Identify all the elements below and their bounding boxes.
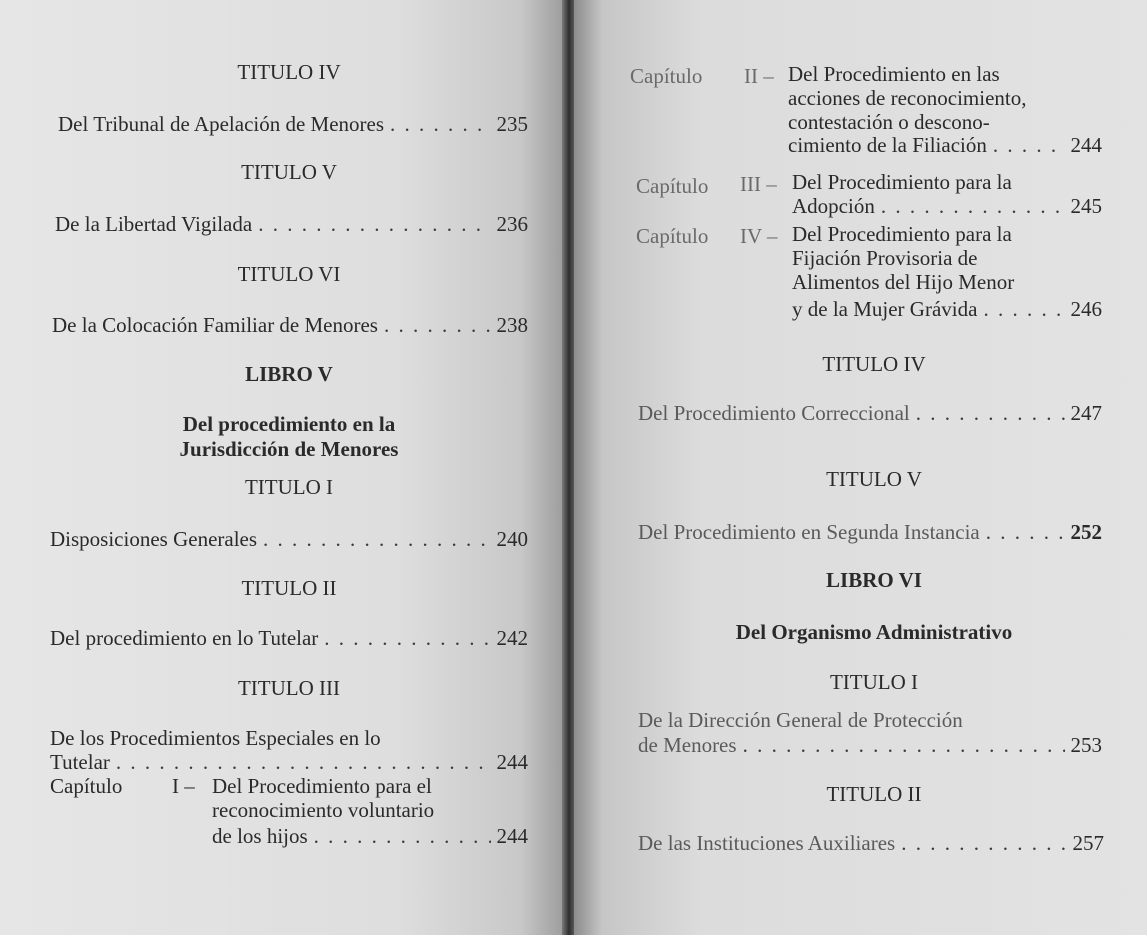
capitulo-ii-line: contestación o descono- [788, 110, 990, 134]
capitulo-ii-line: acciones de reconocimiento, [788, 86, 1027, 110]
page-number: 235 [496, 112, 528, 136]
toc-entry-capitulo-i [212, 824, 528, 849]
entry-text: Tutelar [50, 750, 110, 774]
toc-entry-especiales-line1: De los Procedimientos Especiales en lo [50, 726, 381, 750]
entry-text: de los hijos [212, 824, 308, 848]
page-number: 253 [1070, 733, 1102, 757]
dot-leader [314, 824, 491, 849]
titulo-v-heading: TITULO V [241, 160, 337, 184]
capitulo-iv-title [792, 222, 1014, 294]
dot-leader [916, 401, 1065, 426]
toc-entry-tribunal [58, 112, 528, 137]
toc-entry-direccion-line1: De la Dirección General de Protección [638, 708, 963, 732]
toc-entry-capitulo-ii [788, 133, 1102, 158]
libro-v-heading: LIBRO V [245, 362, 333, 386]
entry-text: y de la Mujer Grávida [792, 297, 978, 321]
capitulo-number: I – [172, 774, 195, 798]
toc-entry-tutelar [50, 626, 528, 651]
dot-leader [116, 750, 491, 775]
titulo-iii-heading: TITULO III [237, 676, 341, 700]
page-number: 244 [496, 750, 528, 774]
capitulo-label: Capítulo [630, 64, 703, 88]
left-page [0, 0, 566, 935]
dot-leader [263, 527, 490, 552]
dot-leader [986, 520, 1065, 545]
titulo-ii-heading: TITULO II [241, 576, 337, 600]
entry-text: Del Tribunal de Apelación de Menores [58, 112, 385, 136]
capitulo-i-line: Del Procedimiento para el [212, 774, 432, 798]
titulo-i-heading: TITULO I [829, 670, 919, 694]
dot-leader [901, 831, 1066, 856]
entry-text: cimiento de la Filiación [788, 133, 987, 157]
toc-entry-disposiciones [50, 527, 528, 552]
entry-text: Del Procedimiento Correccional [638, 401, 910, 425]
dot-leader [881, 194, 1065, 219]
entry-text: Adopción [792, 194, 875, 218]
entry-text: De las Instituciones Auxiliares [638, 831, 896, 855]
entry-text: De la Libertad Vigilada [55, 212, 253, 236]
toc-entry-direccion [638, 733, 1102, 758]
capitulo-iv-line: Del Procedimiento para la [792, 222, 1012, 246]
toc-entry-segunda-instancia [638, 520, 1102, 545]
toc-entry-libertad [55, 212, 528, 237]
titulo-ii-heading: TITULO II [826, 782, 922, 806]
capitulo-ii-title [788, 62, 1026, 134]
toc-entry-especiales [50, 750, 528, 775]
capitulo-iv-line: Alimentos del Hijo Menor [792, 270, 1015, 294]
page-number: 257 [1072, 831, 1104, 855]
capitulo-iii-title [792, 170, 1012, 194]
page-number: 252 [1070, 520, 1102, 544]
capitulo-label: Capítulo [50, 774, 123, 798]
entry-text: De la Colocación Familiar de Menores [52, 313, 378, 337]
right-page [574, 0, 1147, 935]
page-number: 245 [1070, 194, 1102, 218]
capitulo-label: Capítulo [636, 224, 709, 248]
toc-entry-capitulo-iii [792, 194, 1102, 219]
libro-vi-subtitle: Del Organismo Administrativo [735, 620, 1013, 644]
capitulo-iii-line: Del Procedimiento para la [792, 170, 1012, 194]
dot-leader [983, 297, 1064, 322]
page-number: 244 [496, 824, 528, 848]
titulo-iv-heading: TITULO IV [822, 352, 926, 376]
capitulo-iv-line: Fijación Provisoria de [792, 246, 978, 270]
page-number: 236 [496, 212, 528, 236]
capitulo-i-title [212, 774, 434, 822]
capitulo-number: II – [744, 64, 774, 88]
libro-vi-heading: LIBRO VI [826, 568, 922, 592]
page-number: 244 [1070, 133, 1102, 157]
entry-text: Del Procedimiento en Segunda Instancia [638, 520, 980, 544]
entry-text: de Menores [638, 733, 737, 757]
page-number: 240 [496, 527, 528, 551]
titulo-iv-heading: TITULO IV [237, 60, 341, 84]
dot-leader [390, 112, 490, 137]
page-number: 247 [1070, 401, 1102, 425]
entry-text: Del procedimiento en lo Tutelar [50, 626, 319, 650]
capitulo-i-line: reconocimiento voluntario [212, 798, 435, 822]
page-number: 242 [496, 626, 528, 650]
page-number: 238 [496, 313, 528, 337]
toc-entry-correccional [638, 401, 1102, 426]
capitulo-label: Capítulo [636, 174, 709, 198]
titulo-vi-heading: TITULO VI [237, 262, 341, 286]
dot-leader [324, 626, 490, 651]
page-number: 246 [1070, 297, 1102, 321]
libro-v-subtitle-1: Del procedimiento en la [182, 412, 396, 436]
capitulo-ii-line: Del Procedimiento en las [788, 62, 1000, 86]
titulo-i-heading: TITULO I [244, 475, 334, 499]
entry-text: Disposiciones Generales [50, 527, 258, 551]
dot-leader [384, 313, 491, 338]
capitulo-number: III – [740, 172, 777, 196]
dot-leader [258, 212, 490, 237]
titulo-v-heading: TITULO V [826, 467, 922, 491]
capitulo-number: IV – [740, 224, 778, 248]
dot-leader [993, 133, 1065, 158]
libro-v-subtitle-2: Jurisdicción de Menores [179, 437, 399, 461]
toc-entry-colocacion [52, 313, 528, 338]
dot-leader [743, 733, 1065, 758]
toc-entry-instituciones [638, 831, 1104, 856]
toc-entry-capitulo-iv [792, 297, 1102, 322]
